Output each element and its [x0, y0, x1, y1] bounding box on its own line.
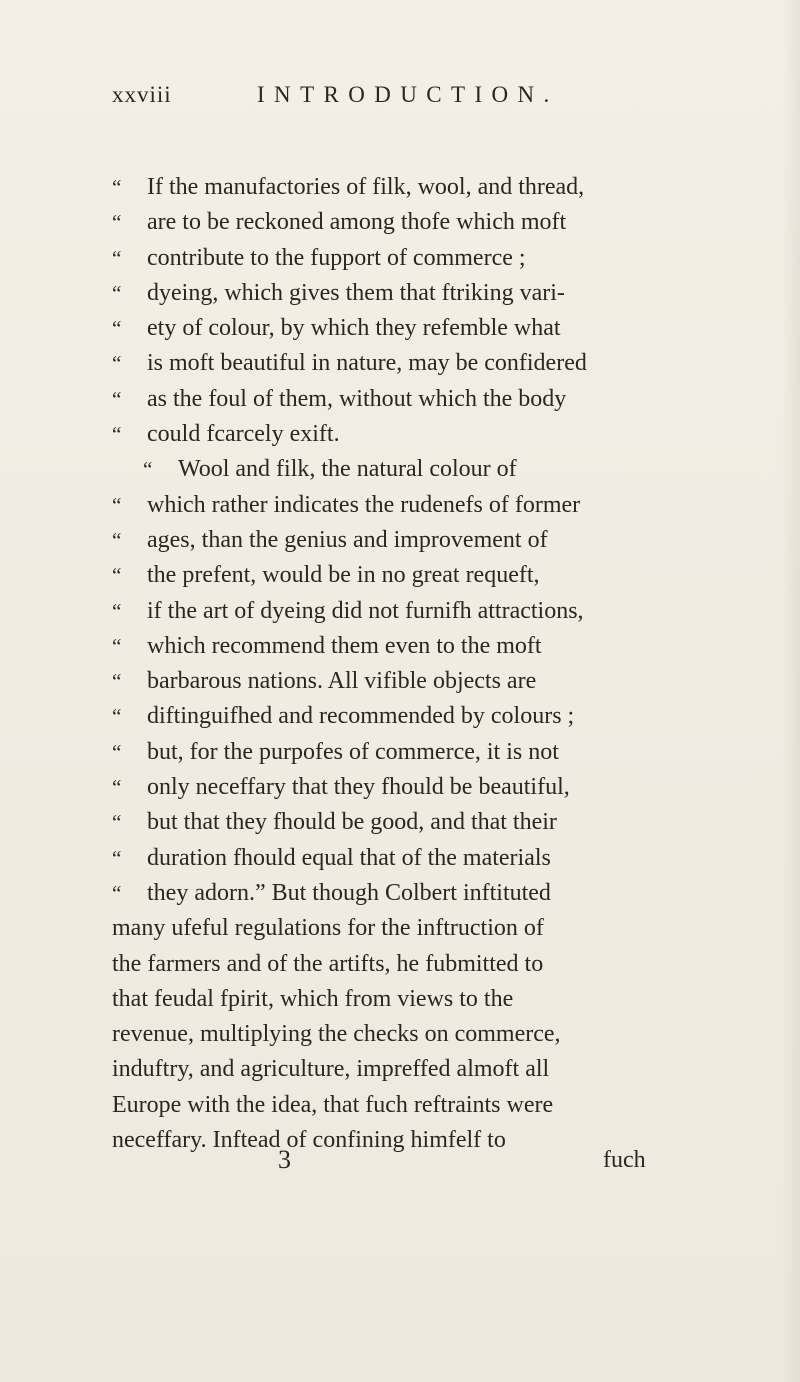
running-head	[112, 82, 672, 112]
line-text: which rather indicates the rudenefs of former	[147, 491, 581, 518]
line-text: If the manufactories of filk, wool, and thread,	[147, 174, 585, 200]
text-line	[112, 311, 732, 346]
line-text: induftry, and agriculture, impreffed almoft all	[112, 1056, 550, 1083]
text-line	[112, 982, 732, 1017]
text-line	[112, 664, 732, 699]
line-text: which recommend them even to the moft	[147, 632, 542, 659]
text-line	[112, 876, 732, 911]
text-line	[112, 841, 732, 876]
quote-mark: “	[112, 704, 122, 729]
quote-mark: “	[112, 775, 122, 800]
page-number: xxviii	[112, 82, 172, 107]
line-text: as the foul of them, without which the body	[147, 385, 567, 412]
quote-mark: “	[112, 563, 122, 588]
line-text: they adorn.” But though Colbert inftituted	[147, 879, 551, 906]
quote-mark: “	[112, 492, 122, 517]
text-line	[112, 629, 732, 664]
line-text: could fcarcely exift.	[147, 421, 340, 448]
text-line	[112, 805, 732, 840]
text-line	[112, 699, 732, 734]
quote-mark: “	[143, 457, 153, 482]
text-line	[112, 1017, 732, 1052]
text-line	[112, 523, 732, 558]
line-text: diftinguifhed and recommended by colours ;	[147, 703, 575, 730]
line-text: ages, than the genius and improvement of	[147, 526, 548, 553]
line-text: duration fhould equal that of the materials	[147, 844, 551, 871]
line-text: neceffary. Inftead of confining himfelf to	[112, 1127, 506, 1154]
text-line	[112, 276, 732, 311]
line-text: barbarous nations. All vifible objects are	[147, 668, 537, 695]
quote-mark: “	[112, 598, 122, 623]
line-text: dyeing, which gives them that ftriking vari-	[147, 279, 565, 306]
quote-mark: “	[112, 316, 122, 341]
line-text: ety of colour, by which they refemble what	[147, 315, 561, 342]
text-line	[112, 1088, 732, 1123]
running-title: INTRODUCTION.	[257, 82, 559, 107]
quote-mark: “	[112, 880, 122, 905]
quote-mark: “	[112, 210, 122, 235]
signature-mark: 3	[278, 1145, 291, 1174]
body-text	[112, 170, 732, 1158]
quote-mark: “	[112, 245, 122, 270]
line-text: many ufeful regulations for the inftruction of	[112, 915, 544, 942]
text-line	[112, 911, 732, 946]
text-line	[112, 346, 732, 381]
text-line	[112, 947, 732, 982]
text-line	[112, 241, 732, 276]
line-text: that feudal fpirit, which from views to the	[112, 985, 514, 1012]
text-line	[112, 594, 732, 629]
line-text: Wool and filk, the natural colour of	[178, 456, 517, 483]
line-text: is moft beautiful in nature, may be confidered	[147, 350, 587, 377]
quote-mark: “	[112, 280, 122, 305]
quote-mark: “	[112, 845, 122, 870]
line-text: are to be reckoned among thofe which moft	[147, 209, 567, 236]
quote-mark: “	[112, 810, 122, 835]
line-text: but that they fhould be good, and that their	[147, 809, 557, 836]
quote-mark: “	[112, 669, 122, 694]
line-text: but, for the purpofes of commerce, it is not	[147, 738, 559, 765]
line-text: the farmers and of the artifts, he fubmitted to	[112, 950, 544, 977]
text-line	[112, 417, 732, 452]
line-text: if the art of dyeing did not furnifh attractions,	[147, 597, 584, 624]
quote-mark: “	[112, 739, 122, 764]
text-line	[112, 170, 732, 205]
quote-mark: “	[112, 527, 122, 552]
quote-mark: “	[112, 351, 122, 376]
line-text: Europe with the idea, that fuch reftraints were	[112, 1091, 554, 1118]
quote-mark: “	[112, 386, 122, 411]
line-text: revenue, multiplying the checks on commerce,	[112, 1021, 561, 1048]
text-line	[112, 558, 732, 593]
line-text: the prefent, would be in no great requeft,	[147, 562, 540, 589]
text-line	[112, 205, 732, 240]
text-line	[112, 770, 732, 805]
text-line	[112, 1052, 732, 1087]
quote-mark: “	[112, 633, 122, 658]
catchword: fuch	[603, 1147, 646, 1173]
quote-mark: “	[112, 422, 122, 447]
line-text: contribute to the fupport of commerce ;	[147, 244, 526, 271]
line-text: only neceffary that they fhould be beautiful,	[147, 774, 570, 801]
text-line	[112, 488, 732, 523]
text-line	[112, 735, 732, 770]
quote-mark: “	[112, 175, 122, 199]
text-line	[112, 452, 732, 487]
text-line	[112, 382, 732, 417]
